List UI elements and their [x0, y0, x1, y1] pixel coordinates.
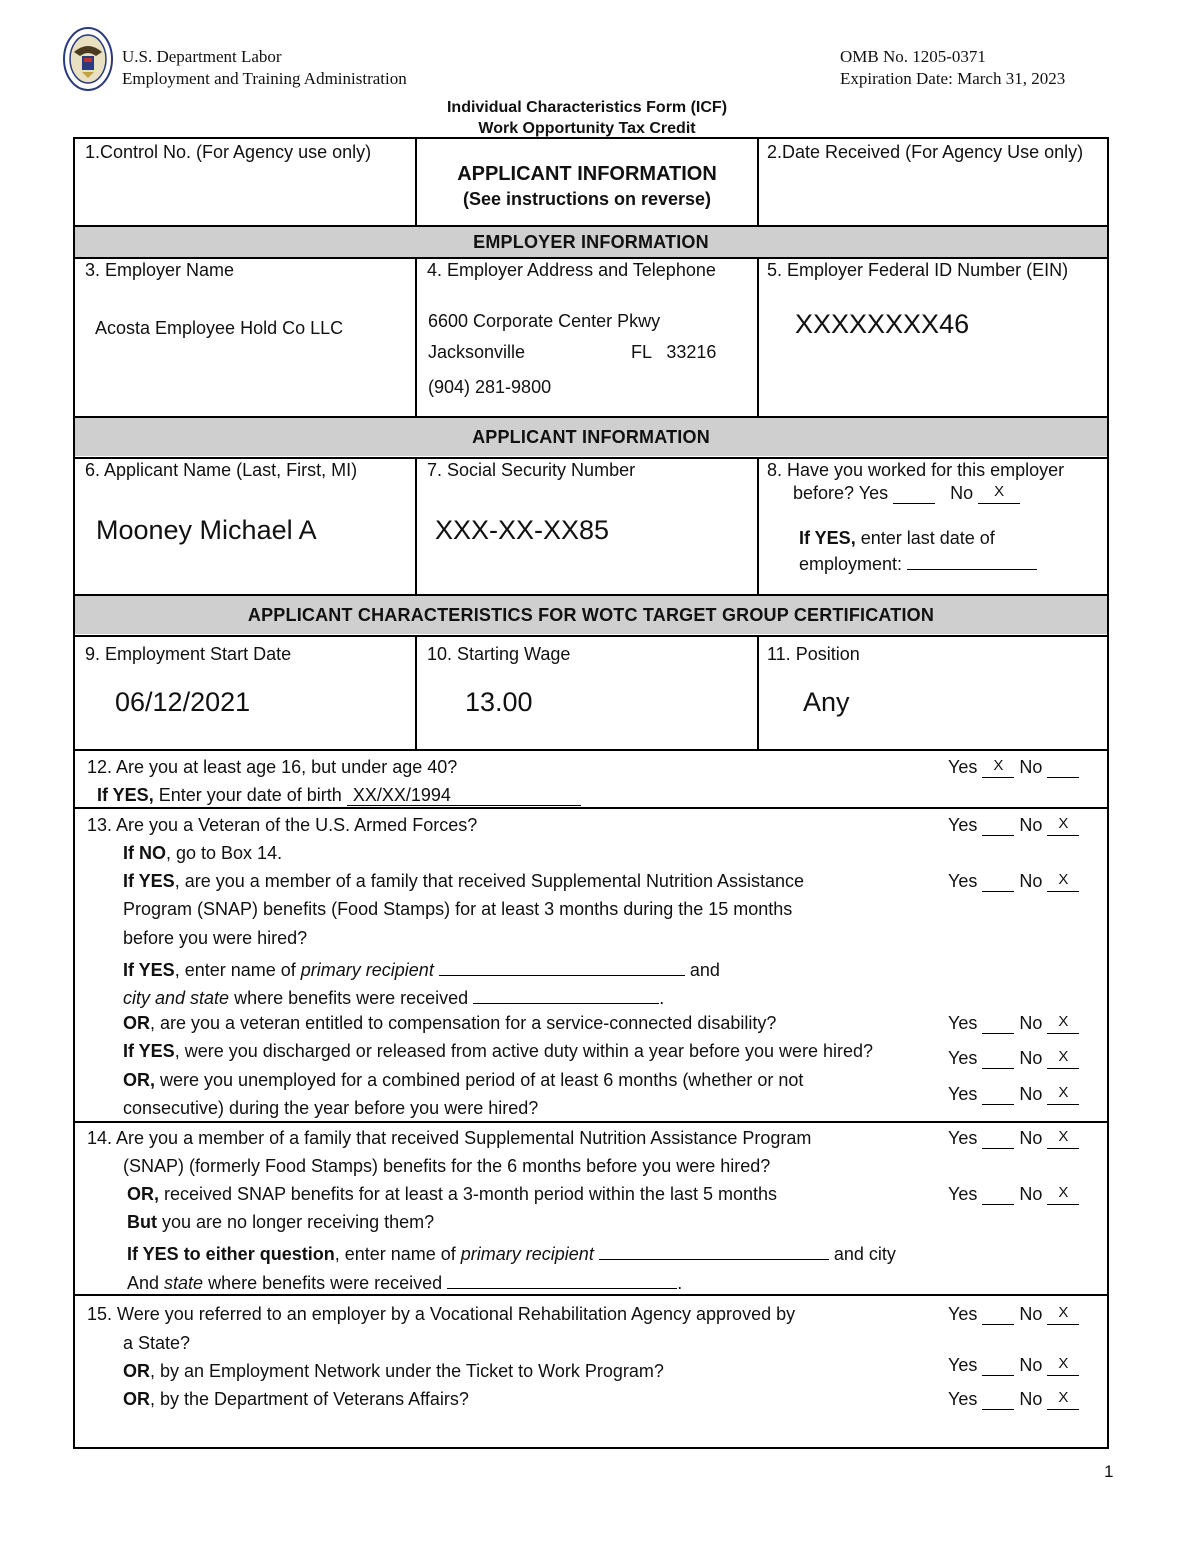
position-value: Any	[803, 687, 850, 717]
q14-text-1: 14. Are you a member of a family that received Supplemental Nutrition Assistance Program	[87, 1128, 812, 1148]
q14a-yes-blank[interactable]	[982, 1128, 1014, 1149]
control-no-label: 1.Control No. (For Agency use only)	[85, 142, 372, 162]
q15-or-2: OR	[123, 1389, 150, 1409]
q13c-yes-label: Yes	[948, 1013, 978, 1033]
q13-period: .	[659, 988, 665, 1008]
q14-or: OR,	[127, 1184, 160, 1204]
q13-unemployed-2: consecutive) during the year before you were hired?	[123, 1098, 539, 1118]
q8-answer-line	[793, 483, 1020, 504]
q13c-yes-no	[948, 1013, 1079, 1034]
q14a-yes-no	[948, 1128, 1079, 1149]
q14-and: And	[127, 1273, 165, 1293]
q13-discharge-line	[123, 1041, 873, 1062]
q13-discharge: , were you discharged or released from active duty within a year before you were hired?	[174, 1041, 874, 1061]
q13b-yes-label: Yes	[948, 871, 978, 891]
applicant-info-band: APPLICANT INFORMATION	[75, 418, 1107, 456]
employer-state-zip: FL 33216	[631, 342, 717, 362]
q8-question: 8. Have you worked for this employer	[767, 460, 1065, 480]
q13a-no-blank[interactable]: X	[1047, 815, 1079, 836]
q14b-no-blank[interactable]: X	[1047, 1184, 1079, 1205]
agency-line-2: Employment and Training Administration	[122, 69, 407, 88]
q13d-no-label: No	[1019, 1048, 1043, 1068]
q13a-no-label: No	[1019, 815, 1043, 835]
q14-ifyes: If YES to either question	[127, 1244, 335, 1264]
q15-or-1: OR	[123, 1361, 150, 1381]
q8-before: before? Yes	[793, 483, 889, 503]
q13-citystate-blank[interactable]	[473, 985, 659, 1004]
q14a-no-label: No	[1019, 1128, 1043, 1148]
applicant-name-label: 6. Applicant Name (Last, First, MI)	[85, 460, 358, 480]
q14-primary-recipient: primary recipient	[460, 1244, 594, 1264]
q12-question: 12. Are you at least age 16, but under age 40?	[87, 757, 458, 777]
q12-ifyes: If YES,	[97, 785, 154, 805]
q8-no-blank[interactable]: X	[978, 483, 1020, 504]
agency-name	[122, 46, 407, 90]
employer-name: Acosta Employee Hold Co LLC	[95, 318, 344, 338]
q13a-yes-no	[948, 815, 1079, 836]
q12-dob-field[interactable]: XX/XX/1994	[347, 785, 581, 806]
q15-va-line	[123, 1389, 469, 1410]
q13c-no-blank[interactable]: X	[1047, 1013, 1079, 1034]
department-seal-icon	[62, 26, 114, 92]
q13-snap-1: , are you a member of a family that received Supplemental Nutrition Assistance	[174, 871, 805, 891]
q15b-yes-blank[interactable]	[982, 1355, 1014, 1376]
q13a-yes-blank[interactable]	[982, 815, 1014, 836]
q14-state-line	[127, 1270, 682, 1294]
start-date: 06/12/2021	[115, 687, 251, 717]
q15b-no-blank[interactable]: X	[1047, 1355, 1079, 1376]
q15-ticket: , by an Employment Network under the Ticket to Work Program?	[150, 1361, 664, 1381]
q15b-no-label: No	[1019, 1355, 1043, 1375]
q13-recip-prompt: , enter name of	[174, 960, 301, 980]
q14a-no-blank[interactable]: X	[1047, 1128, 1079, 1149]
q12-no-blank[interactable]	[1047, 757, 1079, 778]
q13-snap-3: before you were hired?	[123, 928, 308, 948]
q13b-yes-blank[interactable]	[982, 871, 1014, 892]
q8-no-label: No	[950, 483, 974, 503]
q14-enter: , enter name of	[334, 1244, 461, 1264]
q12-yes-blank[interactable]: X	[982, 757, 1014, 778]
q14a-yes-label: Yes	[948, 1128, 978, 1148]
q13e-yes-label: Yes	[948, 1084, 978, 1104]
q13-or-2: OR,	[123, 1070, 156, 1090]
employer-address-label: 4. Employer Address and Telephone	[427, 260, 716, 280]
q14-and-city: and city	[828, 1244, 896, 1264]
icf-form	[73, 137, 1109, 1449]
q15a-no-blank[interactable]: X	[1047, 1304, 1079, 1325]
q13-disability-line	[123, 1013, 776, 1034]
q15c-no-label: No	[1019, 1389, 1043, 1409]
q12-yes-no	[948, 757, 1079, 778]
q13b-yes-no	[948, 871, 1079, 892]
q13-ifno-line	[123, 843, 282, 864]
q13-unemployed-line	[123, 1070, 803, 1091]
q8-last-date-blank[interactable]	[907, 551, 1037, 570]
q13e-no-blank[interactable]: X	[1047, 1084, 1079, 1105]
q14-recipient-line	[127, 1241, 896, 1265]
q14-state: state	[164, 1273, 204, 1293]
q15-ticket-line	[123, 1361, 664, 1382]
q13-ifyes-2: If YES	[123, 960, 175, 980]
q14-but: But	[127, 1212, 157, 1232]
q12-no-label: No	[1019, 757, 1043, 777]
q15c-yes-label: Yes	[948, 1389, 978, 1409]
q13-question: 13. Are you a Veteran of the U.S. Armed Forces?	[87, 815, 478, 835]
applicant-info-title: APPLICANT INFORMATION	[457, 163, 717, 185]
form-title: Individual Characteristics Form (ICF)	[446, 99, 728, 116]
q13d-yes-blank[interactable]	[982, 1048, 1014, 1069]
q13d-no-blank[interactable]: X	[1047, 1048, 1079, 1069]
q15-text-1: 15. Were you referred to an employer by a Vocational Rehabilitation Agency approved by	[87, 1304, 796, 1324]
ein-label: 5. Employer Federal ID Number (EIN)	[767, 260, 1069, 280]
employer-info-band: EMPLOYER INFORMATION	[75, 227, 1107, 257]
q15a-yes-blank[interactable]	[982, 1304, 1014, 1325]
q13-disability: , are you a veteran entitled to compensation for a service-connected disability?	[150, 1013, 777, 1033]
q13-ifno: If NO	[123, 843, 166, 863]
page-number: 1	[1104, 1462, 1114, 1481]
ssn-label: 7. Social Security Number	[427, 460, 636, 480]
q13-unemployed-1: were you unemployed for a combined period of at least 6 months (whether or not	[155, 1070, 804, 1090]
q14b-no-label: No	[1019, 1184, 1043, 1204]
q13e-yes-no	[948, 1084, 1079, 1105]
q14-but-rest: you are no longer receiving them?	[157, 1212, 435, 1232]
q15-va: , by the Department of Veterans Affairs?	[150, 1389, 469, 1409]
q13-ifyes-1: If YES	[123, 871, 175, 891]
q14-where: where benefits were received	[203, 1273, 448, 1293]
q15c-yes-no	[948, 1389, 1079, 1410]
employer-city: Jacksonville	[428, 342, 526, 362]
q15c-yes-blank[interactable]	[982, 1389, 1014, 1410]
q13a-yes-label: Yes	[948, 815, 978, 835]
q8-employment-line	[799, 551, 1037, 575]
omb-info	[840, 46, 1065, 90]
q13-recipient-line	[123, 957, 720, 981]
employer-ein: XXXXXXXX46	[795, 309, 970, 339]
q15a-yes-no	[948, 1304, 1079, 1325]
q13b-no-blank[interactable]: X	[1047, 871, 1079, 892]
q8-enter-last-date: enter last date of	[855, 528, 995, 548]
q13-recipient-blank[interactable]	[439, 957, 685, 976]
q13c-no-label: No	[1019, 1013, 1043, 1033]
q13c-yes-blank[interactable]	[982, 1013, 1014, 1034]
q13-snap-line-1	[123, 871, 804, 892]
starting-wage-label: 10. Starting Wage	[427, 644, 571, 664]
q13d-yes-label: Yes	[948, 1048, 978, 1068]
q12-yes-label: Yes	[948, 757, 978, 777]
q13-city-state: city and state	[123, 988, 230, 1008]
q13d-yes-no	[948, 1048, 1079, 1069]
q13-and: and	[684, 960, 720, 980]
applicant-ssn: XXX-XX-XX85	[435, 515, 610, 545]
q13b-no-label: No	[1019, 871, 1043, 891]
start-date-label: 9. Employment Start Date	[85, 644, 292, 664]
agency-line-1: U.S. Department Labor	[122, 47, 282, 66]
q14-or-line	[127, 1184, 777, 1205]
q15c-no-blank[interactable]: X	[1047, 1389, 1079, 1410]
q12-dob-line	[97, 785, 581, 806]
q15a-no-label: No	[1019, 1304, 1043, 1324]
q13e-no-label: No	[1019, 1084, 1043, 1104]
q8-employment-label: employment:	[799, 554, 908, 574]
q14b-yes-no	[948, 1184, 1079, 1205]
omb-number: OMB No. 1205-0371	[840, 47, 986, 66]
q13-or-1: OR	[123, 1013, 150, 1033]
form-title-block	[387, 97, 787, 139]
instructions-note: (See instructions on reverse)	[462, 189, 712, 209]
q15b-yes-label: Yes	[948, 1355, 978, 1375]
q12-dob-prompt: Enter your date of birth	[153, 785, 347, 805]
date-received-label: 2.Date Received (For Agency Use only)	[767, 142, 1084, 162]
q14-recipient-blank[interactable]	[599, 1241, 829, 1260]
q13-primary-recipient: primary recipient	[300, 960, 434, 980]
q13-snap-2: Program (SNAP) benefits (Food Stamps) for at least 3 months during the 15 months	[123, 899, 793, 919]
q15a-yes-label: Yes	[948, 1304, 978, 1324]
q14-text-2: (SNAP) (formerly Food Stamps) benefits for the 6 months before you were hired?	[123, 1156, 771, 1176]
employer-phone: (904) 281-9800	[428, 377, 552, 397]
position-label: 11. Position	[767, 644, 860, 664]
q8-ifyes: If YES,	[799, 528, 856, 548]
q14-period: .	[677, 1273, 683, 1293]
employer-name-label: 3. Employer Name	[85, 260, 235, 280]
q14-but-line	[127, 1212, 434, 1233]
q8-yes-blank[interactable]	[893, 483, 935, 504]
form-subtitle: Work Opportunity Tax Credit	[478, 120, 696, 137]
starting-wage: 13.00	[465, 687, 533, 717]
q14b-yes-blank[interactable]	[982, 1184, 1014, 1205]
q8-ifyes-line	[799, 528, 995, 549]
q14-received: received SNAP benefits for at least a 3-month period within the last 5 months	[159, 1184, 778, 1204]
q14b-yes-label: Yes	[948, 1184, 978, 1204]
q15-text-2: a State?	[123, 1333, 191, 1353]
q15b-yes-no	[948, 1355, 1079, 1376]
q13-ifno-rest: , go to Box 14.	[166, 843, 283, 863]
employer-street: 6600 Corporate Center Pkwy	[428, 311, 661, 331]
q13-citystate-line	[123, 985, 664, 1009]
q13-ifyes-3: If YES	[123, 1041, 175, 1061]
expiration-date: Expiration Date: March 31, 2023	[840, 69, 1066, 88]
q13e-yes-blank[interactable]	[982, 1084, 1014, 1105]
q14-state-blank[interactable]	[447, 1270, 677, 1289]
characteristics-band: APPLICANT CHARACTERISTICS FOR WOTC TARGET GROUP CERTIFICATION	[75, 596, 1107, 634]
q13-where: where benefits were received	[229, 988, 474, 1008]
applicant-name: Mooney Michael A	[96, 515, 317, 545]
